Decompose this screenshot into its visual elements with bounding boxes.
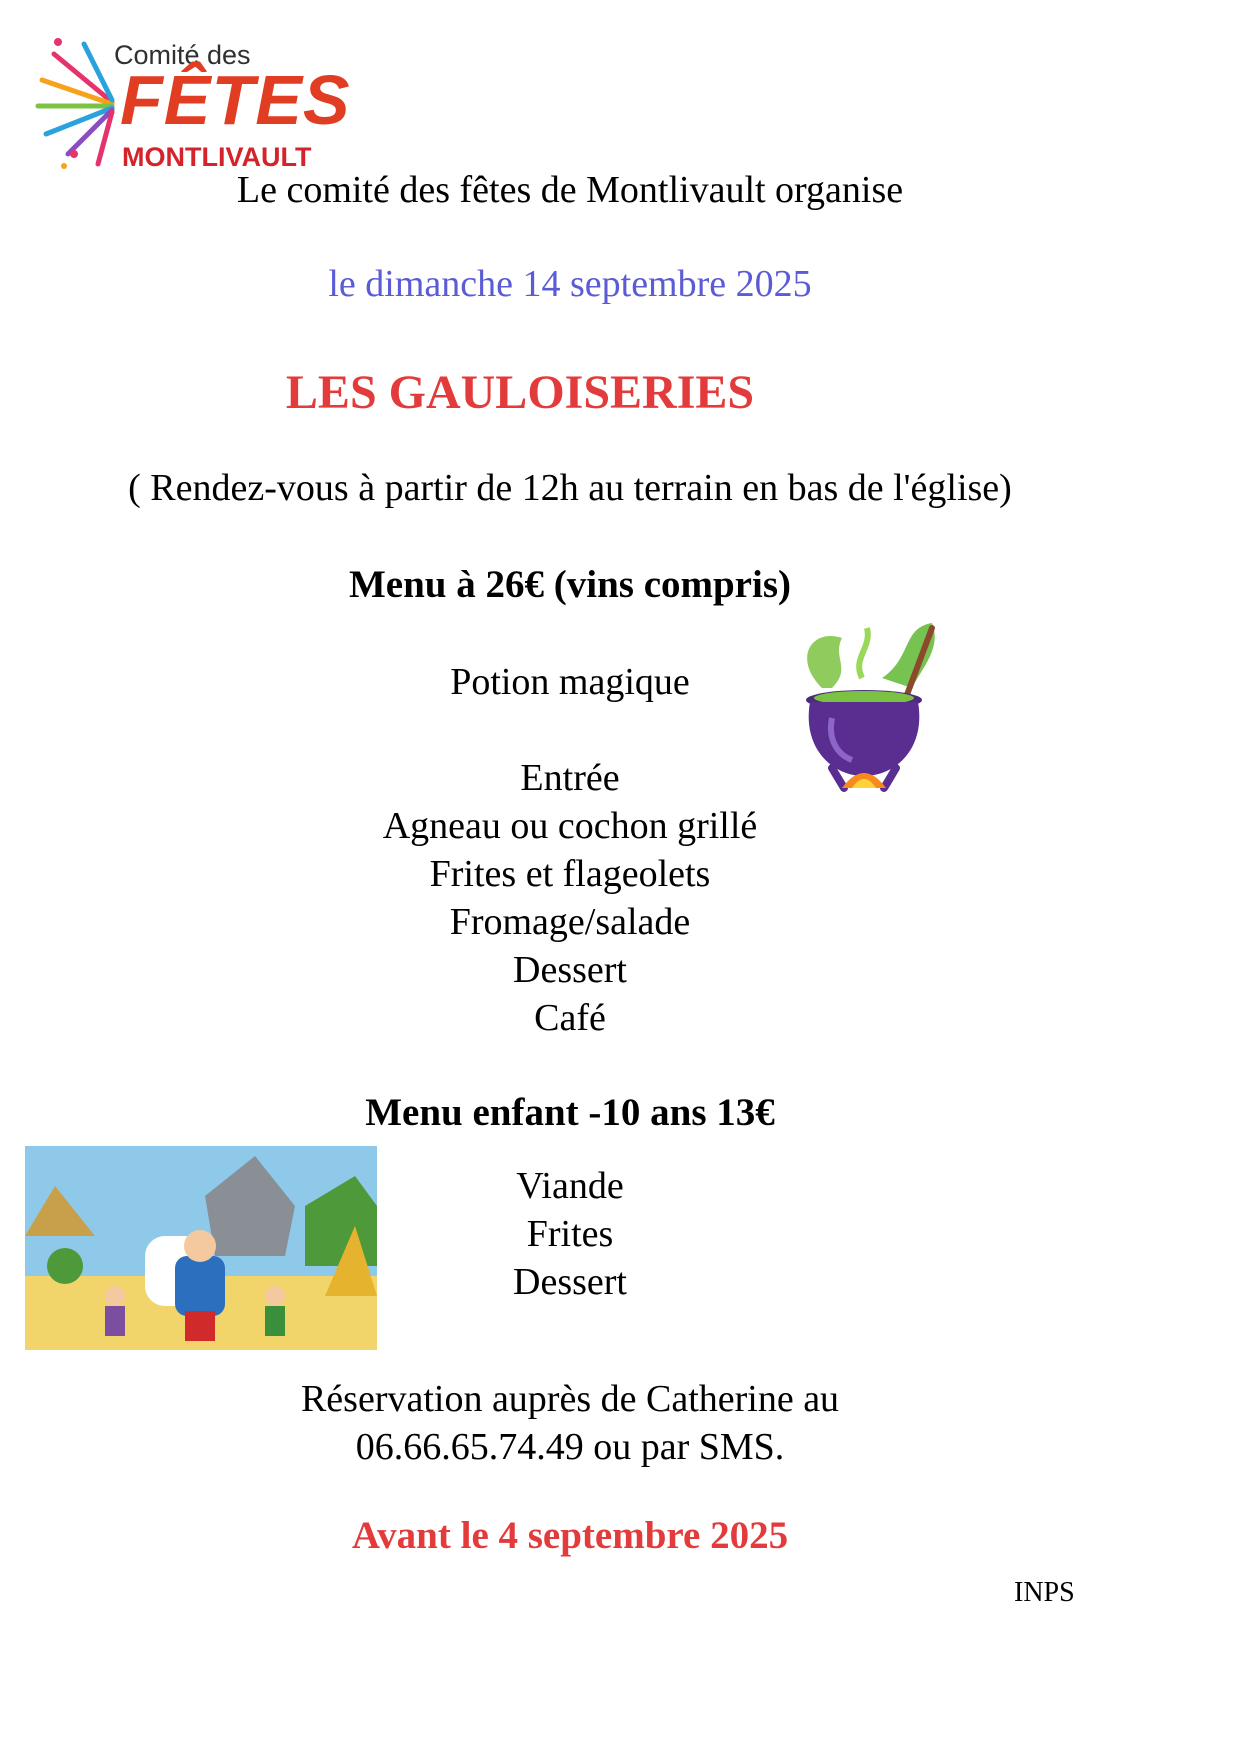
menu-enfant-title: Menu enfant -10 ans 13€ (365, 1091, 775, 1134)
logo-fetes-text: FÊTES (120, 61, 351, 139)
reservation-block (0, 1375, 1140, 1471)
menu-adulte-title: Menu à 26€ (vins compris) (349, 563, 791, 606)
intro-text: Le comité des fêtes de Montlivault organise (236, 169, 904, 211)
menu-item: Café (534, 997, 606, 1039)
menu-item: Dessert (513, 1261, 627, 1303)
menu-item: Entrée (520, 757, 620, 799)
menu-item: Viande (516, 1165, 624, 1207)
menu-item: Frites (526, 1213, 614, 1255)
menu-adulte-list (0, 754, 1140, 1042)
logo-comite-text: Comité des (114, 40, 251, 70)
rendezvous-text: ( Rendez-vous à partir de 12h au terrain en bas de l'église) (128, 467, 1012, 509)
reservation-line: Réservation auprès de Catherine au (300, 1378, 840, 1420)
event-title: LES GAULOISERIES (285, 366, 755, 419)
cauldron-illustration (792, 618, 952, 798)
comite-logo (24, 34, 351, 172)
menu-item: Frites et flageolets (429, 853, 711, 895)
signature: INPS (1014, 1577, 1075, 1608)
menu-enfant-list (0, 1162, 1140, 1306)
reservation-phone: 06.66.65.74.49 ou par SMS. (355, 1426, 785, 1468)
menu-item: Fromage/salade (449, 901, 691, 943)
logo-montlivault-text: MONTLIVAULT (122, 142, 312, 172)
deadline-text: Avant le 4 septembre 2025 (351, 1514, 789, 1557)
menu-item: Dessert (513, 949, 627, 991)
event-date: le dimanche 14 septembre 2025 (328, 263, 812, 305)
menu-item: Agneau ou cochon grillé (382, 805, 758, 847)
menu-aperitif: Potion magique (450, 661, 690, 703)
